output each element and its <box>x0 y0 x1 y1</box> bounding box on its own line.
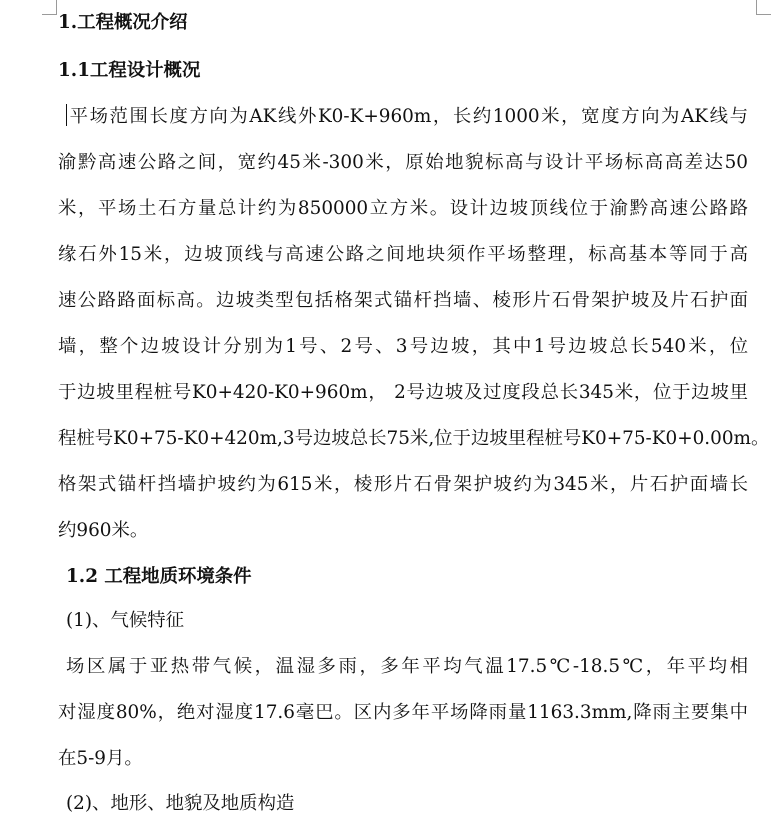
paragraph-1-line-7: 于边坡里程桩号K0+420-K0+960m， 2号边坡及过度段总长345米，位于边坡里 <box>58 382 748 403</box>
heading-1-2: 1.2 工程地质环境条件 <box>66 566 252 587</box>
heading-1: 1.工程概况介绍 <box>58 12 188 33</box>
text-cursor <box>66 104 67 126</box>
paragraph-1-line-9: 格架式锚杆挡墙护坡约为615米，棱形片石骨架护坡约为345米，片石护面墙长 <box>58 474 748 495</box>
subheading-terrain: (2)、地形、地貌及地质构造 <box>66 793 295 814</box>
paragraph-2-line-1: 场区属于亚热带气候，温湿多雨，多年平均气温17.5℃-18.5℃，年平均相 <box>66 656 748 677</box>
paragraph-1-line-6: 墙，整个边坡设计分别为1号、2号、3号边坡，其中1号边坡总长540米，位 <box>58 336 748 357</box>
paragraph-1-line-5: 速公路路面标高。边坡类型包括格架式锚杆挡墙、棱形片石骨架护坡及片石护面 <box>58 290 748 311</box>
paragraph-1-line-2: 渝黔高速公路之间，宽约45米-300米，原始地貌标高与设计平场标高高差达50 <box>58 152 748 173</box>
subheading-climate: (1)、气候特征 <box>66 610 185 631</box>
paragraph-1-line-3: 米，平场土石方量总计约为850000立方米。设计边坡顶线位于渝黔高速公路路 <box>58 198 748 219</box>
paragraph-2-line-3: 在5-9月。 <box>58 748 143 769</box>
heading-1-1: 1.1工程设计概况 <box>58 60 201 81</box>
crop-mark-top-right <box>756 0 771 15</box>
paragraph-1-line-4: 缘石外15米，边坡顶线与高速公路之间地块须作平场整理，标高基本等同于高 <box>58 244 748 265</box>
paragraph-1-line-8: 程桩号K0+75-K0+420m,3号边坡总长75米,位于边坡里程桩号K0+75-K0+0.00m。 <box>58 428 770 449</box>
paragraph-2-line-2: 对湿度80%，绝对湿度17.6毫巴。区内多年平场降雨量1163.3mm,降雨主要集中 <box>58 702 748 723</box>
paragraph-1-line-10: 约960米。 <box>58 520 149 541</box>
crop-mark-top-left <box>42 0 57 15</box>
paragraph-1-line-1: 平场范围长度方向为AK线外K0-K+960m，长约1000米，宽度方向为AK线与 <box>68 106 748 127</box>
